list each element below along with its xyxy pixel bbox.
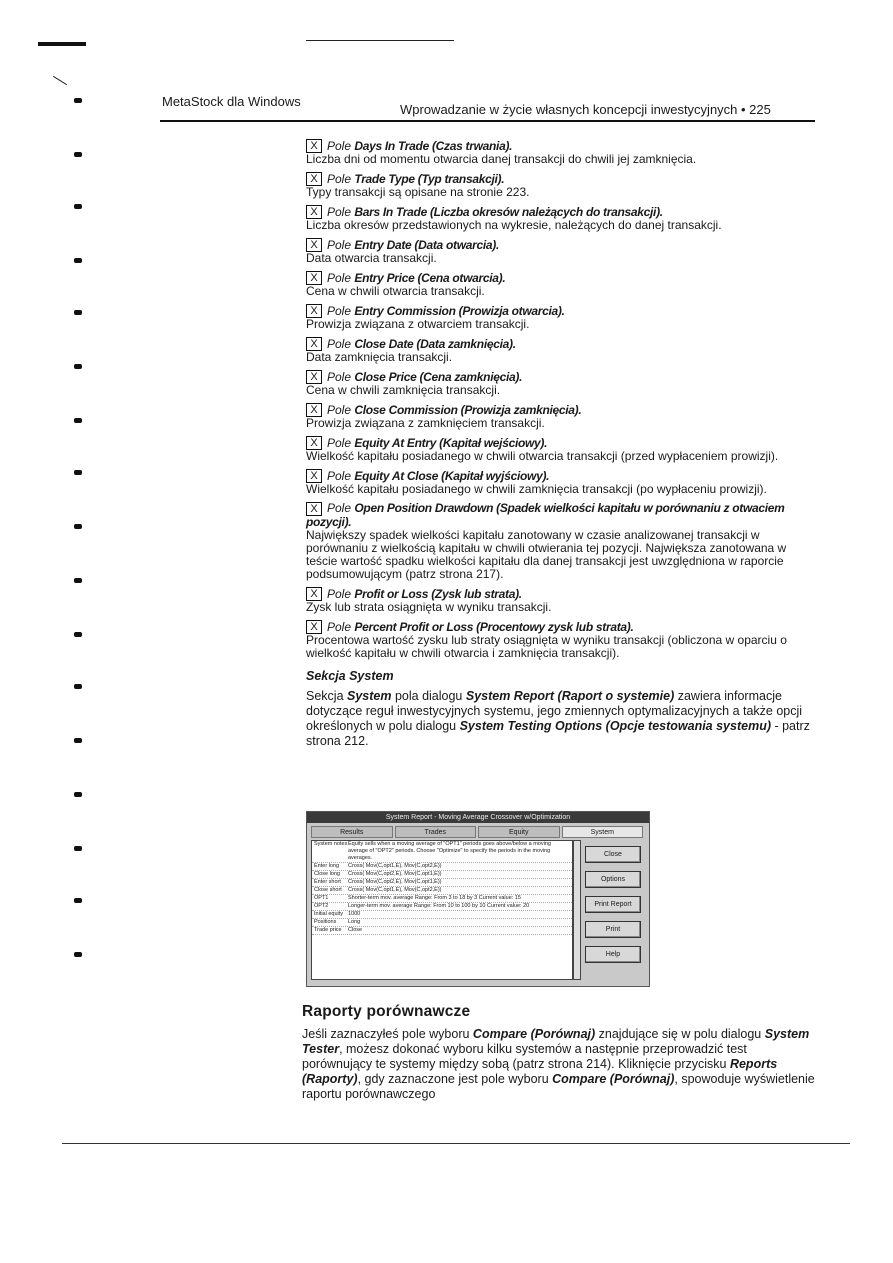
checkbox-icon: X bbox=[306, 436, 322, 450]
field-desc: Prowizja związana z zamknięciem transakcji. bbox=[306, 416, 545, 430]
field-desc: Zysk lub strata osiągnięta w wyniku transakcji. bbox=[306, 600, 552, 614]
field-desc: Cena w chwili zamknięcia transakcji. bbox=[306, 383, 501, 397]
field-title: Percent Profit or Loss (Procentowy zysk lub strata). bbox=[354, 619, 634, 634]
section-paragraph: Sekcja System pola dialogu System Report (Raport o systemie) zawiera informacje dotyczące reguł inwestycyjnych systemu, jego zmiennych optymalizacyjnych a także opcji określonych w polu dialogu System Testing Options (Opcje testowania systemu) - patrz strona 212. bbox=[306, 689, 810, 748]
section-heading: Sekcja System bbox=[306, 669, 394, 683]
print-button[interactable]: Print bbox=[585, 921, 641, 938]
field-title: Equity At Entry (Kapitał wejściowy). bbox=[354, 435, 548, 450]
field-title: Close Price (Cena zamknięcia). bbox=[354, 369, 523, 384]
field-title: Entry Commission (Prowizja otwarcia). bbox=[354, 303, 565, 318]
options-button[interactable]: Options bbox=[585, 871, 641, 888]
checkbox-icon: X bbox=[306, 139, 322, 153]
reports-heading: Raporty porównawcze bbox=[302, 1003, 471, 1020]
field-item: X Pole Percent Profit or Loss (Procentowy zysk lub strata). Procentowa wartość zysku lub straty osiągnięta w wyniku transakcji (obliczona w oparciu o wielkość kapitału w chwili otwarcia i zamknięcia transakcji). bbox=[306, 620, 816, 660]
list-item: Enter short Cross( Mov(C,opt2,E), Mov(C,opt1,E)) bbox=[312, 879, 572, 887]
margin-tick bbox=[53, 76, 67, 85]
field-title: Equity At Close (Kapitał wyjściowy). bbox=[354, 468, 550, 483]
list-item: Close short Cross( Mov(C,opt1,E), Mov(C,opt2,E)) bbox=[312, 887, 572, 895]
print-report-button[interactable]: Print Report bbox=[585, 896, 641, 913]
header-right: Wprowadzanie w życie własnych koncepcji inwestycyjnych • 225 bbox=[400, 102, 771, 117]
dialog-titlebar: System Report - Moving Average Crossover w/Optimization bbox=[307, 812, 649, 823]
margin-dash bbox=[38, 42, 86, 46]
field-desc: Prowizja związana z otwarciem transakcji. bbox=[306, 317, 530, 331]
checkbox-icon: X bbox=[306, 172, 322, 186]
list-item: Positions Long bbox=[312, 919, 572, 927]
field-title: Profit or Loss (Zysk lub strata). bbox=[354, 586, 522, 601]
checkbox-icon: X bbox=[306, 620, 322, 634]
list-item: Close long Cross( Mov(C,opt2,E), Mov(C,opt1,E)) bbox=[312, 871, 572, 879]
field-title: Open Position Drawdown (Spadek wielkości kapitału w porównaniu z otwaciem pozycji). bbox=[306, 501, 785, 529]
checkbox-icon: X bbox=[306, 271, 322, 285]
list-item: OPT1 Shorter-term mov. average Range: From 3 to 18 by 3 Current value: 15 bbox=[312, 895, 572, 903]
field-item: X Pole Equity At Entry (Kapitał wejściowy). Wielkość kapitału posiadanego w chwili otwarcia transakcji (przed wypłaceniem prowizji). bbox=[306, 436, 816, 463]
field-item: X Pole Bars In Trade (Liczba okresów należących do transakcji). Liczba okresów przedstawionych na wykresie, należących do danej transakcji. bbox=[306, 205, 816, 232]
field-desc: Data otwarcia transakcji. bbox=[306, 251, 437, 265]
field-title: Close Commission (Prowizja zamknięcia). bbox=[354, 402, 582, 417]
checkbox-icon: X bbox=[306, 370, 322, 384]
system-detail-list bbox=[311, 840, 573, 980]
close-button[interactable]: Close bbox=[585, 846, 641, 863]
tab-results[interactable]: Results bbox=[311, 826, 393, 838]
field-desc: Liczba okresów przedstawionych na wykresie, należących do danej transakcji. bbox=[306, 218, 722, 232]
field-item: X Pole Equity At Close (Kapitał wyjściowy). Wielkość kapitału posiadanego w chwili zamknięcia transakcji (po wypłaceniu prowizji). bbox=[306, 469, 816, 496]
header-rule bbox=[160, 120, 815, 122]
field-desc: Wielkość kapitału posiadanego w chwili otwarcia transakcji (przed wypłaceniem prowizji). bbox=[306, 449, 779, 463]
list-scrollbar[interactable] bbox=[573, 840, 581, 980]
field-desc: Data zamknięcia transakcji. bbox=[306, 350, 453, 364]
field-item: X Pole Close Date (Data zamknięcia). Data zamknięcia transakcji. bbox=[306, 337, 816, 364]
tab-equity[interactable]: Equity bbox=[478, 826, 560, 838]
field-item: X Pole Open Position Drawdown (Spadek wielkości kapitału w porównaniu z otwaciem pozycji). Największy spadek wielkości kapitału zanotowany w czasie analizowanej transakcji w porównaniu z wielkością kapitału w chwili otwierania tej pozycji. Największa zanotowana w teście wartość spadku wielkości kapitału dla danej transakcji jest uwzględniona w raporcie podsumowującym (patrz strona 217). bbox=[306, 502, 816, 581]
checkbox-icon: X bbox=[306, 304, 322, 318]
field-item: X Pole Entry Commission (Prowizja otwarcia). Prowizja związana z otwarciem transakcji. bbox=[306, 304, 816, 331]
checkbox-icon: X bbox=[306, 502, 322, 516]
checkbox-icon: X bbox=[306, 337, 322, 351]
checkbox-icon: X bbox=[306, 587, 322, 601]
list-item: Trade price Close bbox=[312, 927, 572, 935]
field-item: X Pole Close Commission (Prowizja zamknięcia). Prowizja związana z zamknięciem transakcji. bbox=[306, 403, 816, 430]
field-desc: Typy transakcji są opisane na stronie 223. bbox=[306, 185, 530, 199]
field-item: X Pole Close Price (Cena zamknięcia). Cena w chwili zamknięcia transakcji. bbox=[306, 370, 816, 397]
field-title: Close Date (Data zamknięcia). bbox=[354, 336, 516, 351]
header-left: MetaStock dla Windows bbox=[162, 94, 301, 109]
field-title: Entry Price (Cena otwarcia). bbox=[354, 270, 506, 285]
field-item: X Pole Days In Trade (Czas trwania). Liczba dni od momentu otwarcia danej transakcji do chwili jej zamknięcia. bbox=[306, 139, 816, 166]
list-item: Initial equity 1000 bbox=[312, 911, 572, 919]
field-desc: Wielkość kapitału posiadanego w chwili zamknięcia transakcji (po wypłaceniu prowizji). bbox=[306, 482, 767, 496]
field-desc: Procentowa wartość zysku lub straty osiągnięta w wyniku transakcji (obliczona w oparciu o wielkość kapitału w chwili otwarcia i zamknięcia transakcji). bbox=[306, 633, 787, 660]
tab-trades[interactable]: Trades bbox=[395, 826, 477, 838]
field-item: X Pole Trade Type (Typ transakcji). Typy transakcji są opisane na stronie 223. bbox=[306, 172, 816, 199]
reports-paragraph: Jeśli zaznaczyłeś pole wyboru Compare (Porównaj) znajdujące się w polu dialogu System Tester, możesz dokonać wyboru kilku systemów a następnie przeprowadzić test porównujący te systemy między sobą (patrz strona 214). Kliknięcie przycisku Reports (Raporty), gdy zaznaczone jest pole wyboru Compare (Porównaj), spowoduje wyświetlenie raportu porównawczego bbox=[302, 1027, 815, 1101]
field-list bbox=[306, 139, 816, 749]
help-button[interactable]: Help bbox=[585, 946, 641, 963]
field-item: X Pole Profit or Loss (Zysk lub strata). Zysk lub strata osiągnięta w wyniku transakcji. bbox=[306, 587, 816, 614]
field-title: Trade Type (Typ transakcji). bbox=[354, 171, 505, 186]
system-report-dialog bbox=[306, 811, 650, 987]
checkbox-icon: X bbox=[306, 403, 322, 417]
list-item: Enter long Cross( Mov(C,opt1,E), Mov(C,opt2,E)) bbox=[312, 863, 572, 871]
field-title: Days In Trade (Czas trwania). bbox=[354, 138, 513, 153]
list-item: System notes Equity sells when a moving average of "OPT1" periods goes above/below a moving average of "OPT2" periods. Choose "Optimize" to specify the periods in the moving averages. bbox=[312, 841, 572, 863]
field-desc: Cena w chwili otwarcia transakcji. bbox=[306, 284, 485, 298]
top-rule bbox=[306, 40, 454, 41]
checkbox-icon: X bbox=[306, 238, 322, 252]
dialog-buttons bbox=[585, 846, 641, 971]
field-item: X Pole Entry Price (Cena otwarcia). Cena w chwili otwarcia transakcji. bbox=[306, 271, 816, 298]
field-item: X Pole Entry Date (Data otwarcia). Data otwarcia transakcji. bbox=[306, 238, 816, 265]
field-title: Entry Date (Data otwarcia). bbox=[354, 237, 499, 252]
checkbox-icon: X bbox=[306, 469, 322, 483]
field-desc: Liczba dni od momentu otwarcia danej transakcji do chwili jej zamknięcia. bbox=[306, 152, 697, 166]
field-title: Bars In Trade (Liczba okresów należących do transakcji). bbox=[354, 204, 663, 219]
bottom-rule bbox=[62, 1143, 850, 1144]
tab-system[interactable]: System bbox=[562, 826, 644, 838]
dialog-tabs bbox=[311, 826, 645, 838]
checkbox-icon: X bbox=[306, 205, 322, 219]
list-item: OPT2 Longer-term mov. average Range: From 10 to 100 by 10 Current value: 20 bbox=[312, 903, 572, 911]
field-desc: Największy spadek wielkości kapitału zanotowany w czasie analizowanej transakcji w porównaniu z wielkością kapitału w chwili otwierania tej pozycji. Największa zanotowana w teście wartość spadku wielkości kapitału dla danej transakcji jest uwzględniona w raporcie podsumowującym (patrz strona 217). bbox=[306, 528, 787, 581]
